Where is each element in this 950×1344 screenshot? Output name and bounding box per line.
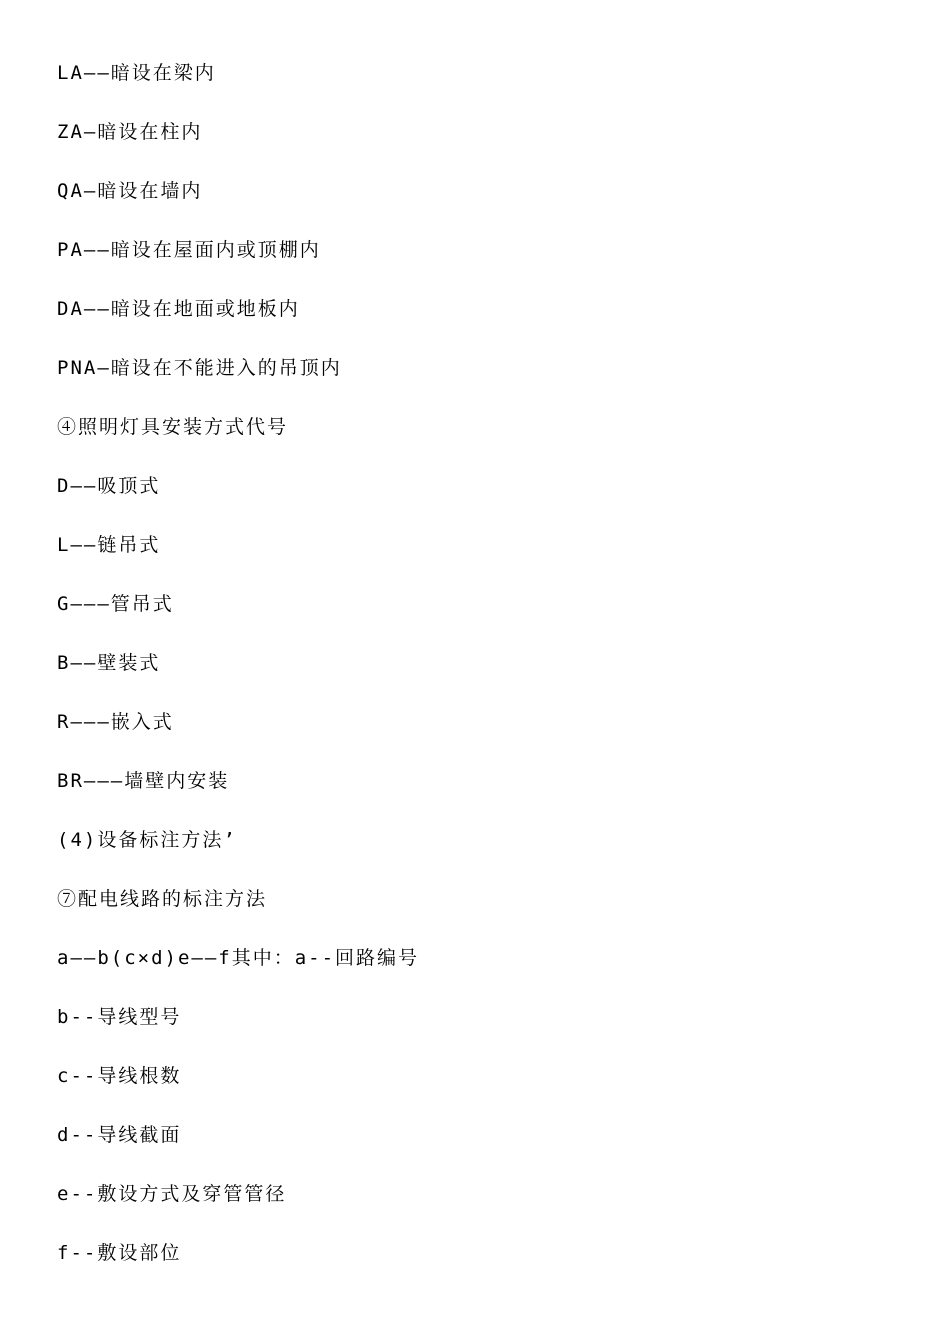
line-qa: QA—暗设在墙内 bbox=[57, 180, 203, 202]
line-la: LA——暗设在梁内 bbox=[57, 62, 216, 84]
line-pa: PA——暗设在屋面内或顶棚内 bbox=[57, 239, 321, 261]
line-pna: PNA—暗设在不能进入的吊顶内 bbox=[57, 357, 342, 379]
section-heading-lighting: ④照明灯具安装方式代号 bbox=[57, 416, 289, 438]
line-za: ZA—暗设在柱内 bbox=[57, 121, 203, 143]
line-r: R———嵌入式 bbox=[57, 711, 174, 733]
line-c-def: c--导线根数 bbox=[57, 1065, 182, 1087]
line-br: BR———墙壁内安装 bbox=[57, 770, 230, 792]
line-d-def: d--导线截面 bbox=[57, 1124, 182, 1146]
line-formula: a——b(c×d)e——f其中：a--回路编号 bbox=[57, 947, 420, 969]
section-heading-wiring: ⑦配电线路的标注方法 bbox=[57, 888, 268, 910]
line-da: DA——暗设在地面或地板内 bbox=[57, 298, 300, 320]
line-e-def: e--敷设方式及穿管管径 bbox=[57, 1183, 287, 1205]
line-b: B——壁装式 bbox=[57, 652, 161, 674]
section-heading-equipment: (4)设备标注方法’ bbox=[57, 829, 237, 851]
line-g: G———管吊式 bbox=[57, 593, 174, 615]
line-l: L——链吊式 bbox=[57, 534, 161, 556]
line-f-def: f--敷设部位 bbox=[57, 1242, 182, 1264]
line-d: D——吸顶式 bbox=[57, 475, 161, 497]
line-b-def: b--导线型号 bbox=[57, 1006, 182, 1028]
